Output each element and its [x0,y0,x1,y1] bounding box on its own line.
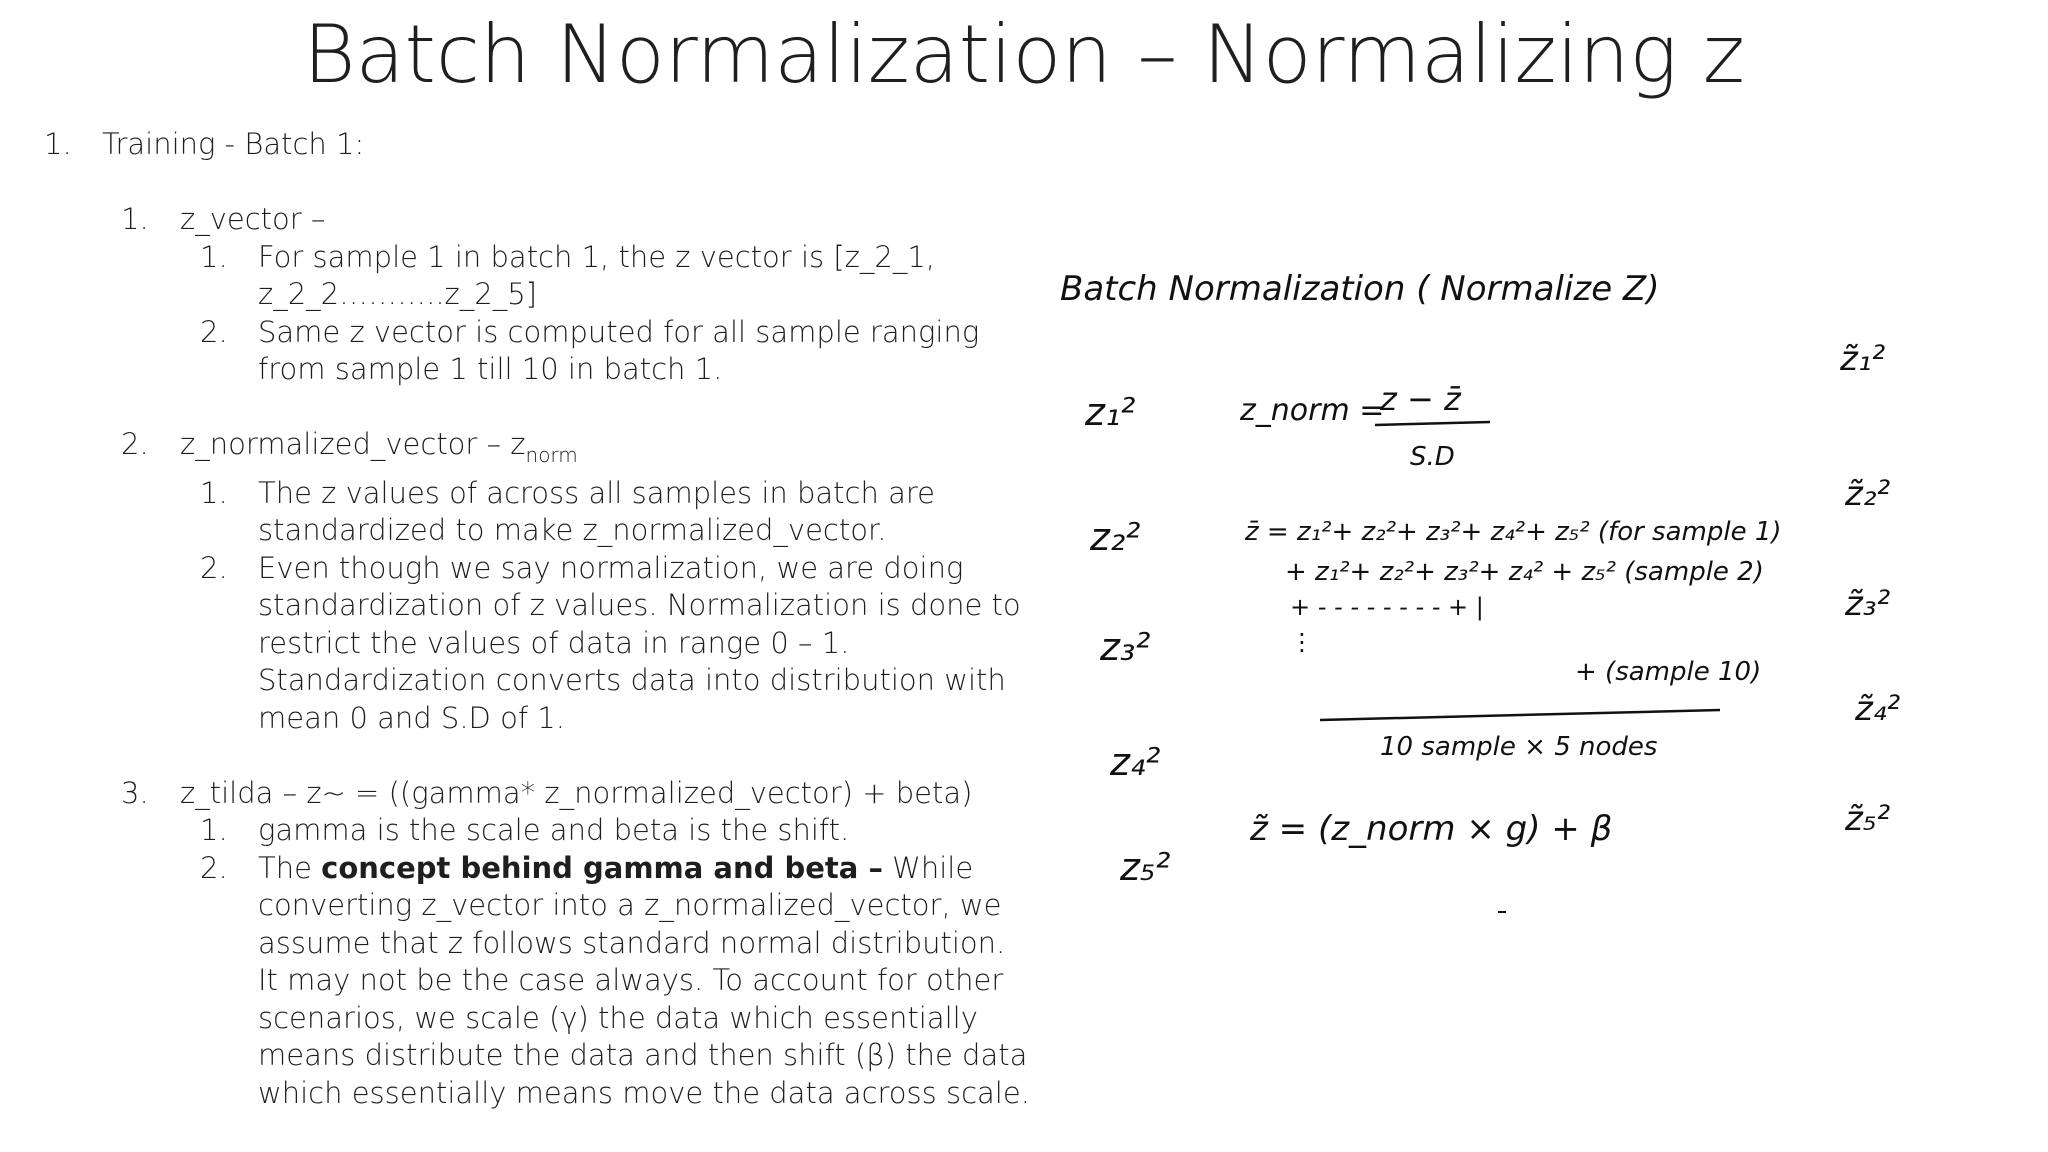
list-text: from sample 1 till 10 in batch 1. [258,352,723,386]
list-text: Training - Batch 1: [102,127,365,161]
list-text: It may not be the case always. To account for other [258,963,1004,997]
zbar-line-1: z̄ = z₁²+ z₂²+ z₃²+ z₄²+ z₅² (for sample 1) [1245,517,1782,547]
list-item-z-vector-2 [0,314,1010,389]
left-term-5: z₅² [1120,845,1171,889]
list-text: Standardization converts data into distribution with [258,663,1006,697]
sketch-heading: Batch Normalization ( Normalize Z) [1060,269,1660,309]
handwritten-sketch [1040,230,2040,950]
gamma-symbol: (γ) [549,1000,589,1035]
right-term-3: z̃₃² [1845,584,1891,624]
zbar-line-4: + (sample 10) [1575,657,1762,687]
ztilde-equation: z̃ = (z_norm × g) + β [1250,809,1613,849]
right-term-4: z̃₄² [1855,689,1901,729]
list-text: standardization of z values. Normalization is done to [258,588,1021,622]
list-item-z-normalized-2 [0,550,1021,738]
list-text: Same z vector is computed for all sample ranging [258,314,980,349]
left-term-3: z₃² [1100,625,1151,669]
list-item-training [0,126,1010,164]
text-run: ) the data [884,1038,1028,1072]
list-text: converting z_vector into a z_normalized_vector, we [258,888,1002,922]
zbar-line-3: + - - - - - - - - + | [1290,593,1484,621]
left-term-4: z₄² [1110,740,1161,784]
list-item-z-tilda-2 [0,850,1030,1113]
list-number: 1. [200,475,228,510]
list-text: z_2_2………..z_2_5] [258,277,537,311]
list-number: 1. [44,127,72,161]
list-item-z-normalized [0,426,1010,475]
sketch-canvas [1040,230,2040,950]
list-text: gamma is the scale and beta is the shift. [258,813,850,847]
list-text [258,1037,1028,1075]
list-text: For sample 1 in batch 1, the z vector is [z_2_1, [258,239,935,274]
znorm-lhs: z_norm = [1240,393,1385,428]
text-run: The [258,850,322,885]
zbar-dots: ⋮ [1290,628,1314,656]
right-term-2: z̃₂² [1845,474,1891,514]
list-text [258,1000,1010,1038]
list-item-z-normalized-1 [0,475,1010,550]
znorm-heading: z_normalized_vector – z [180,427,526,461]
list-number: 2. [200,550,228,585]
list-item-z-tilda [0,775,1010,813]
list-item-z-vector [0,201,1010,239]
zbar-fraction-bar [1320,710,1720,720]
left-term-1: z₁² [1085,390,1136,434]
list-number: 1. [200,813,228,847]
list-number: 2. [200,314,228,349]
list-text: standardized to make z_normalized_vector. [258,513,887,547]
zbar-line-2: + z₁²+ z₂²+ z₃²+ z₄² + z₅² (sample 2) [1285,557,1764,587]
text-run: means distribute the data and then shift [258,1038,855,1072]
znorm-subscript: norm [525,443,578,467]
list-text [180,426,1010,475]
list-text [258,850,1010,888]
right-term-1: z̃₁² [1840,339,1886,379]
list-number: 2. [121,427,149,461]
znorm-denominator: S.D [1410,442,1455,472]
text-run: the data which essentially [588,1000,978,1035]
bold-text: concept behind gamma and beta – [321,850,883,885]
slide-title: Batch Normalization – Normalizing z [303,8,1745,101]
zbar-denominator: 10 sample × 5 nodes [1380,732,1658,762]
list-text: which essentially means move the data across scale. [258,1075,1030,1110]
list-text: mean 0 and S.D of 1. [258,700,565,735]
text-run: scenarios, we scale [258,1000,550,1035]
left-term-2: z₂² [1090,515,1141,559]
znorm-numerator: z − z̄ [1380,380,1461,418]
list-item-z-vector-1 [0,239,1010,314]
right-term-5: z̃₅² [1845,799,1891,839]
list-text: assume that z follows standard normal distribution. [258,925,1006,960]
list-number: 3. [121,775,149,810]
list-item-z-tilda-1 [0,812,1010,850]
list-text: Even though we say normalization, we are doing [258,550,964,585]
list-text: z_vector – [180,202,326,236]
list-text: z_tilda – z~ = ((gamma* z_normalized_vector) + beta) [180,775,973,810]
list-number: 1. [121,202,149,236]
list-number: 1. [200,239,228,274]
list-number: 2. [200,850,228,885]
beta-symbol: (β [854,1038,885,1072]
text-run: While [882,850,974,885]
list-text: restrict the values of data in range 0 – 1. [258,625,850,660]
list-text: The z values of across all samples in batch are [258,475,935,510]
znorm-fraction-bar [1375,422,1490,425]
outline [0,126,1030,1112]
